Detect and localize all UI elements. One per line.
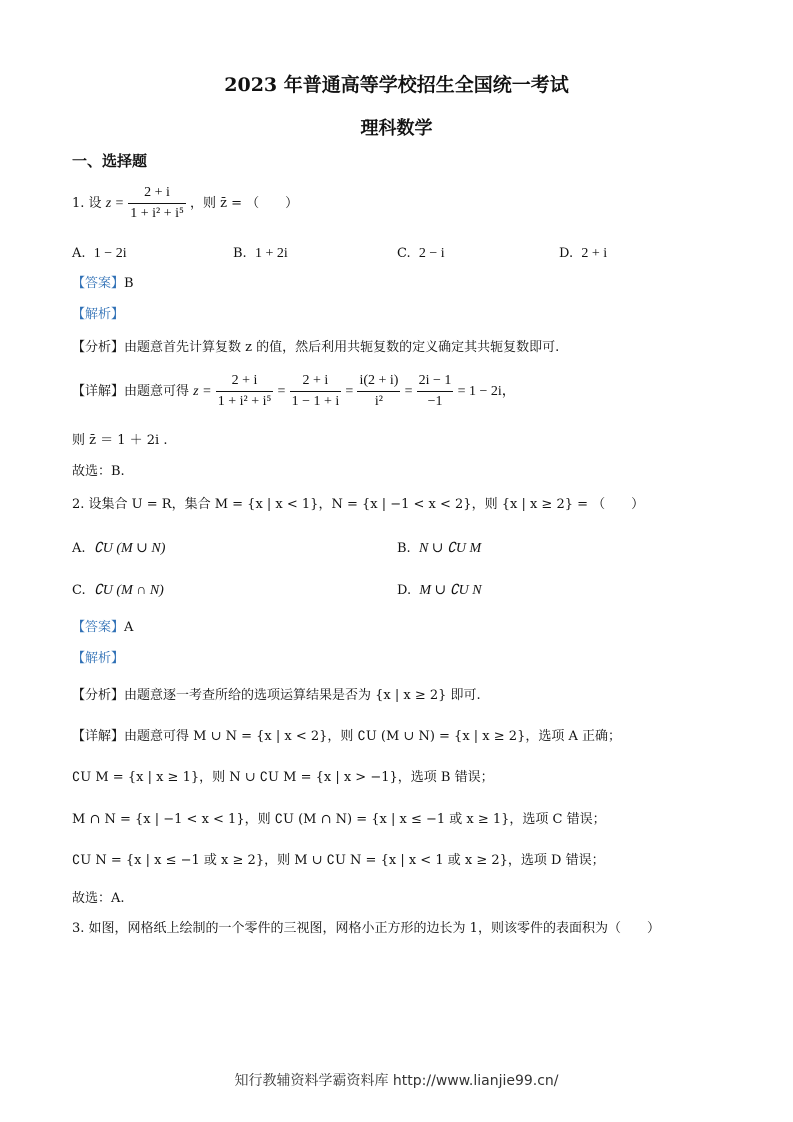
q2-xiangjie-line2: ∁U M = {x | x ≥ 1}，则 N ∪ ∁U M = {x | x > −1}，选项 B 错误； (72, 770, 494, 785)
q1-stem (72, 184, 298, 223)
q1-analysis-tag: 【解析】 (72, 307, 125, 322)
q1-x-frac1: $\frac{2 + i}{\text{1 + i² + i⁵}}$ (217, 373, 272, 409)
footer-watermark: 知行教辅资料学霸资料库 http://www.lianjie99.cn/ (234, 1073, 559, 1089)
q2-xiangjie-line4: ∁U N = {x | x ≤ −1 或 x ≥ 2}，则 M ∪ ∁U N = {x | x < 1 或 x ≥ 2}，选项 D 错误； (72, 853, 605, 868)
q1-frac-num: 2 + i (128, 184, 186, 204)
answer-tag: 【答案】 (72, 276, 125, 291)
q2-option-a: A. ∁U (M ∪ N) (72, 541, 166, 556)
q2-stem: 2. 设集合 U = R，集合 M = {x | x < 1}，N = {x | −1 < x < 2}，则 {x | x ≥ 2} = （ ） (72, 497, 645, 512)
q1-x-frac4: $\frac{2i - 1}{-1}$ (418, 373, 452, 409)
q2-analysis-tag: 【解析】 (72, 651, 125, 666)
q1-z-eq: z = (105, 196, 125, 211)
q1-option-d: D. 2 + i (559, 246, 608, 261)
q1-option-a: A. 1 − 2i (72, 246, 127, 261)
page-subtitle: 理科数学 (360, 118, 433, 139)
page-title: 2023 年普通高等学校招生全国统一考试 (224, 74, 569, 96)
q1-fraction (128, 184, 186, 223)
q1-x-frac3: $\frac{i(2 + i)}{\text{i²}}$ (359, 373, 399, 409)
q1-x-frac2: $\frac{2 + i}{1 - 1 + i}$ (291, 373, 340, 409)
q1-suffix: ，则 z̄ = （ ） (190, 196, 299, 211)
q1-fenxi: 【分析】由题意首先计算复数 z 的值，然后利用共轭复数的定义确定其共轭复数即可. (72, 340, 560, 355)
q2-option-d: D. M ∪ ∁U N (397, 583, 482, 598)
q2-xiangjie-line1: 【详解】由题意可得 M ∪ N = {x | x < 2}，则 ∁U (M ∪ N) = {x | x ≥ 2}，选项 A 正确； (72, 729, 621, 744)
q1-answer: 【答案】B (72, 276, 134, 291)
q1-option-c: C. 2 − i (397, 246, 445, 261)
q1-prefix: 1. 设 (72, 196, 102, 211)
q2-xiangjie-line3: M ∩ N = {x | −1 < x < 1}，则 ∁U (M ∩ N) = {x | x ≤ −1 或 x ≥ 1}，选项 C 错误； (72, 812, 606, 827)
q2-answer: 【答案】A (72, 620, 134, 635)
section-heading: 一、选择题 (72, 152, 148, 170)
q3-stem: 3. 如图，网格纸上绘制的一个零件的三视图，网格小正方形的边长为 1，则该零件的表面积为（ ） (72, 921, 660, 936)
q2-option-b: B. N ∪ ∁U M (397, 541, 482, 556)
q1-option-b: B. 1 + 2i (233, 246, 288, 261)
q2-fenxi: 【分析】由题意逐一考查所给的选项运算结果是否为 {x | x ≥ 2} 即可. (72, 688, 481, 703)
q1-conjugate: 则 z̄ ＝ 1 ＋ 2i . (72, 433, 168, 448)
q2-pick: 故选：A. (72, 891, 125, 906)
q1-frac-den: 1 + i² + i⁵ (130, 206, 184, 221)
q2-option-c: C. ∁U (M ∩ N) (72, 583, 164, 598)
q1-pick: 故选：B. (72, 464, 125, 479)
q1-xiangjie: 【详解】由题意可得 z = $\frac{2 + i}{\text{1 + i² + i⁵}}$ = $\frac{2 + i}{1 - 1 + i}$ = $\frac{i(2 + i)}{\text{i²}}$ = $\frac{2i - 1}{-1}$ = 1 − 2i， (72, 373, 516, 409)
